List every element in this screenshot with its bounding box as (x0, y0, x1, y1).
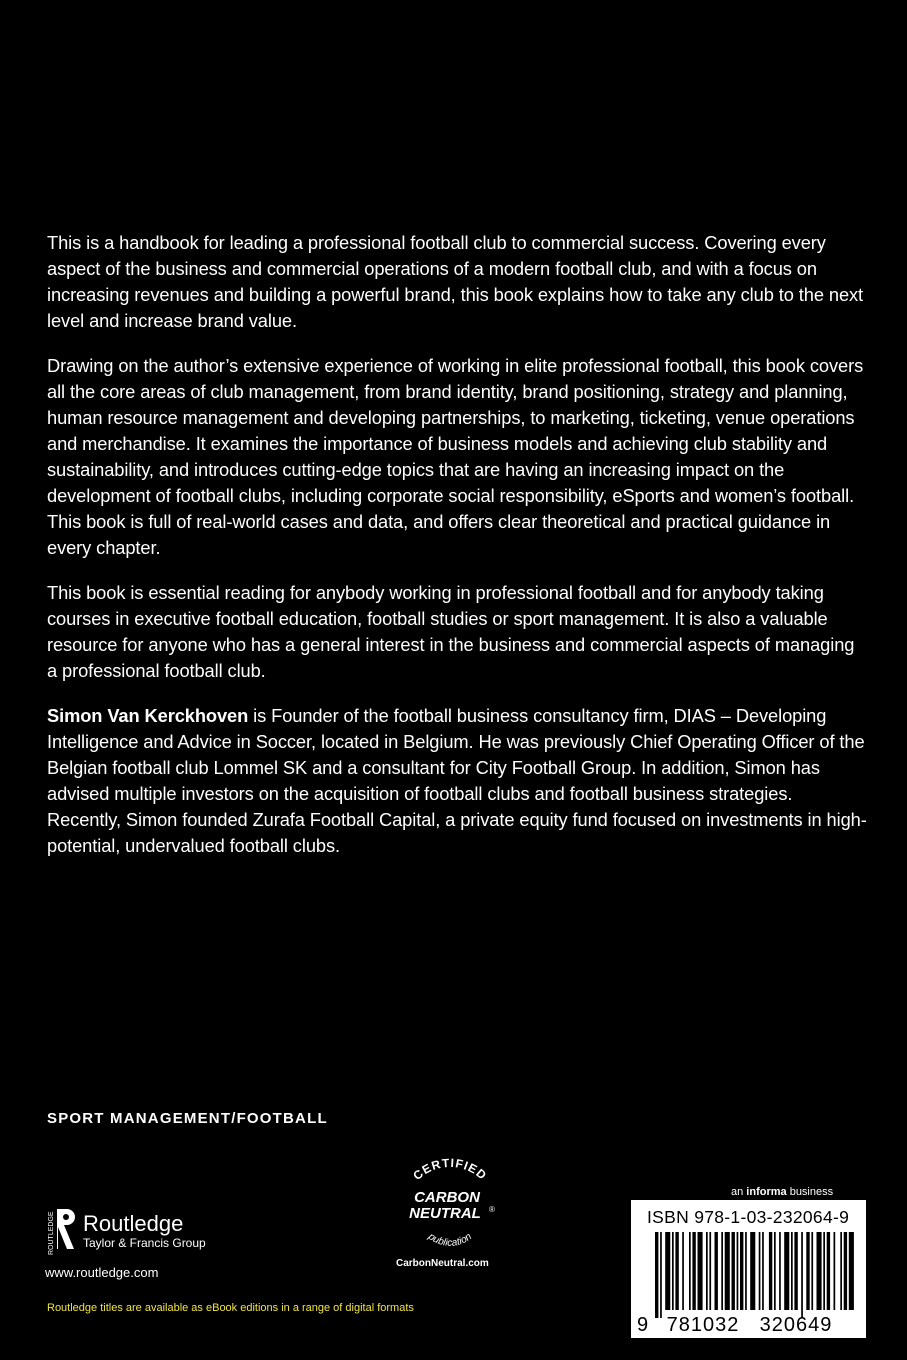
isbn-text: ISBN 978-1-03-232064-9 (647, 1207, 850, 1227)
barcode-stripe (840, 1232, 842, 1310)
publisher-url: www.routledge.com (45, 1265, 159, 1280)
author-name: Simon Van Kerckhoven (47, 705, 249, 726)
barcode-bars-icon (633, 1202, 864, 1336)
barcode-digit-first: 9 (637, 1314, 649, 1336)
barcode-stripe (715, 1232, 718, 1310)
barcode-stripe (709, 1232, 711, 1310)
barcode-stripe (769, 1232, 772, 1310)
barcode-stripe (672, 1232, 674, 1310)
barcode-stripe (774, 1232, 776, 1310)
barcode-stripe (834, 1232, 836, 1310)
barcode-stripe (692, 1232, 695, 1310)
informa-brand: informa (746, 1186, 787, 1198)
barcode-stripe (655, 1232, 658, 1318)
barcode-stripe (849, 1232, 854, 1310)
back-cover-blurb (47, 230, 867, 878)
publisher-name: Routledge (83, 1211, 184, 1236)
barcode-stripe (737, 1232, 739, 1310)
publisher-group: Taylor & Francis Group (83, 1236, 206, 1250)
barcode-stripe (817, 1232, 822, 1310)
svg-text:CERTIFIED (410, 1156, 489, 1183)
barcode-stripe (806, 1232, 809, 1310)
informa-suffix: business (786, 1186, 834, 1198)
carbon-neutral-url: CarbonNeutral.com (396, 1258, 489, 1269)
barcode-stripe (801, 1232, 803, 1318)
barcode-stripe (759, 1232, 761, 1310)
blurb-paragraph-2: Drawing on the author’s extensive experience of working in elite professional football, this book covers all the core areas of club management, from brand identity, brand positioning, strategy and planning, human resource management and developing partnerships, to marketing, ticketing, venue operations and merchandise. It examines the importance of business models and achieving club stability and sustainability, and introduces cutting-edge topics that are having an increasing impact on the development of football clubs, including corporate social responsibility, eSports and women’s football. This book is full of real-world cases and data, and offers clear theoretical and practical guidance in every chapter. (47, 355, 864, 558)
ebook-availability-note: Routledge titles are available as eBook editions in a range of digital formats (47, 1302, 414, 1314)
carbon-line1: CARBON (414, 1189, 480, 1206)
barcode-stripe (675, 1232, 678, 1310)
barcode-stripe (698, 1232, 703, 1310)
barcode-digits-group1: 781032 (666, 1314, 740, 1336)
informa-prefix: an (731, 1186, 747, 1198)
barcode-stripe (823, 1232, 825, 1310)
blurb-paragraph-3: This book is essential reading for anybody working in professional football and for anybody taking courses in executive football education, football studies or sport management. It is also a valuable resource for anyone who has a general interest in the business and commercial aspects of managing a professional football club. (47, 582, 855, 681)
author-bio-text: is Founder of the football business consultancy firm, DIAS – Developing Intelligence and Advice in Soccer, located in Belgium. He was previously Chief Operating Officer of the Belgian football club Lommel SK and a consultant for City Football Group. In addition, Simon has advised multiple investors on the acquisition of football clubs and football business strategies. Recently, Simon founded Zurafa Football Capital, a private equity fund focused on investments in high-potential, undervalued football clubs. (47, 705, 867, 856)
barcode-stripe (779, 1232, 781, 1310)
carbon-publication-text: publication (426, 1231, 474, 1249)
barcode-stripe (725, 1232, 730, 1310)
barcode-digits-group2: 320649 (759, 1314, 833, 1336)
barcode-stripe (784, 1232, 789, 1310)
barcode-stripe (660, 1232, 662, 1318)
publisher-block (45, 1205, 206, 1280)
author-bio (47, 703, 867, 859)
subject-category: SPORT MANAGEMENT/FOOTBALL (47, 1110, 328, 1127)
barcode-stripe (750, 1232, 755, 1310)
barcode-stripe (844, 1232, 847, 1310)
routledge-logo (45, 1205, 206, 1257)
isbn-barcode (631, 1200, 866, 1338)
barcode-stripe (682, 1232, 684, 1310)
svg-text:publication (425, 1231, 474, 1249)
barcode-stripe (706, 1232, 708, 1310)
barcode-stripe (665, 1232, 670, 1310)
barcode-stripe (721, 1232, 723, 1310)
blurb-paragraph-1: This is a handbook for leading a professional football club to commercial success. Covering every aspect of the business and commercial operations of a modern football club, and with a focus on increasing revenues and building a powerful brand, this book explains how to take any club to the next level and increase brand value. (47, 232, 864, 331)
routledge-r-icon (45, 1205, 77, 1257)
barcode-stripe (740, 1232, 743, 1310)
barcode-stripe (827, 1232, 830, 1310)
barcode-stripe (811, 1232, 813, 1310)
carbon-line2: NEUTRAL (409, 1205, 481, 1222)
barcode-stripe (762, 1232, 764, 1310)
barcode-stripe (732, 1232, 735, 1310)
carbon-certified-text: CERTIFIED (410, 1155, 490, 1183)
informa-business-tag (731, 1186, 833, 1198)
barcode-stripe (794, 1232, 797, 1310)
routledge-vertical-text: ROUTLEDGE (48, 1211, 55, 1255)
barcode-stripe (791, 1232, 793, 1310)
barcode-stripe (689, 1232, 691, 1310)
carbon-registered-mark: ® (489, 1205, 495, 1214)
barcode-stripe (745, 1232, 747, 1310)
